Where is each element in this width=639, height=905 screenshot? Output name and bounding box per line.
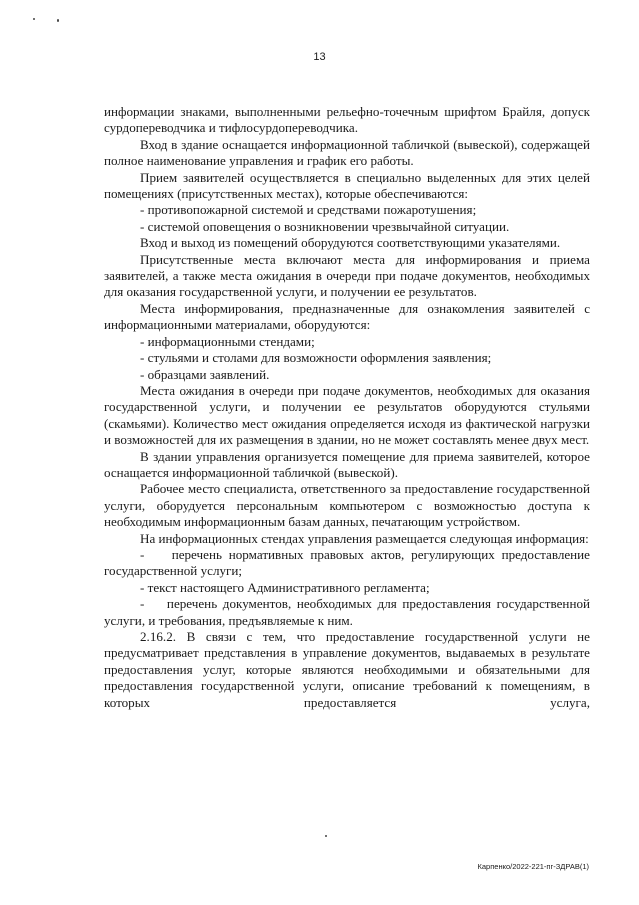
paragraph: Прием заявителей осуществляется в специально выделенных для этих целей помещениях (присутственных местах), которые обеспечиваются: xyxy=(104,169,590,202)
document-code: Карпенко/2022-221-пг-ЗДРАВ(1) xyxy=(477,862,589,871)
document-body xyxy=(104,104,590,711)
paragraph: Присутственные места включают места для информирования и приема заявителей, а также места ожидания в очереди при подаче документов, необходимых для оказания государственной услуги, и получении ее результатов. xyxy=(104,251,590,300)
paragraph: 2.16.2. В связи с тем, что предоставление государственной услуги не предусматривает представления в управление документов, выдаваемых в результате предоставления услуг, которые являются необходимыми и обязательными для предоставления государственной услуги, описание требований к помещениям, в которых предоставляется услуга, xyxy=(104,629,590,710)
paragraph: На информационных стендах управления размещается следующая информация: xyxy=(140,530,589,546)
list-item: - стульями и столами для возможности оформления заявления; xyxy=(140,350,492,366)
scan-speck xyxy=(33,18,35,20)
paragraph: Места ожидания в очереди при подаче документов, необходимых для оказания государственной услуги, и получении ее результатов оборудуются стульями (скамьями). Количество мест ожидания определяется исходя из фактической нагрузки и возможностей для их размещения в здании, но не может составлять менее двух мест. xyxy=(104,382,590,448)
paragraph: Места информирования, предназначенные для ознакомления заявителей с информационными материалами, оборудуются: xyxy=(104,300,590,333)
list-item: - образцами заявлений. xyxy=(140,366,270,382)
paragraph: Вход и выход из помещений оборудуются соответствующими указателями. xyxy=(140,235,561,251)
list-item: - текст настоящего Административного регламента; xyxy=(140,579,430,595)
list-item: - информационными стендами; xyxy=(140,333,315,349)
page-number: 13 xyxy=(313,51,326,63)
scan-speck xyxy=(325,835,327,837)
scan-speck xyxy=(57,19,59,22)
list-item: - перечень нормативных правовых актов, регулирующих предоставление государственной услуги; xyxy=(104,546,590,579)
paragraph: Рабочее место специалиста, ответственного за предоставление государственной услуги, оборудуется персональным компьютером с возможностью доступа к необходимым информационным базам данных, печатающим устройством. xyxy=(104,481,590,530)
paragraph: информации знаками, выполненными рельефно-точечным шрифтом Брайля, допуск сурдопереводчика и тифлосурдопереводчика. xyxy=(104,104,590,136)
list-item: - системой оповещения о возникновении чрезвычайной ситуации. xyxy=(140,218,510,234)
list-item: - противопожарной системой и средствами пожаротушения; xyxy=(140,202,477,218)
list-item: - перечень документов, необходимых для предоставления государственной услуги, и требования, предъявляемые к ним. xyxy=(104,596,590,628)
paragraph: В здании управления организуется помещение для приема заявителей, которое оснащается информационной табличкой (вывеской). xyxy=(104,448,590,480)
paragraph: Вход в здание оснащается информационной табличкой (вывеской), содержащей полное наименование управления и график его работы. xyxy=(104,136,590,169)
